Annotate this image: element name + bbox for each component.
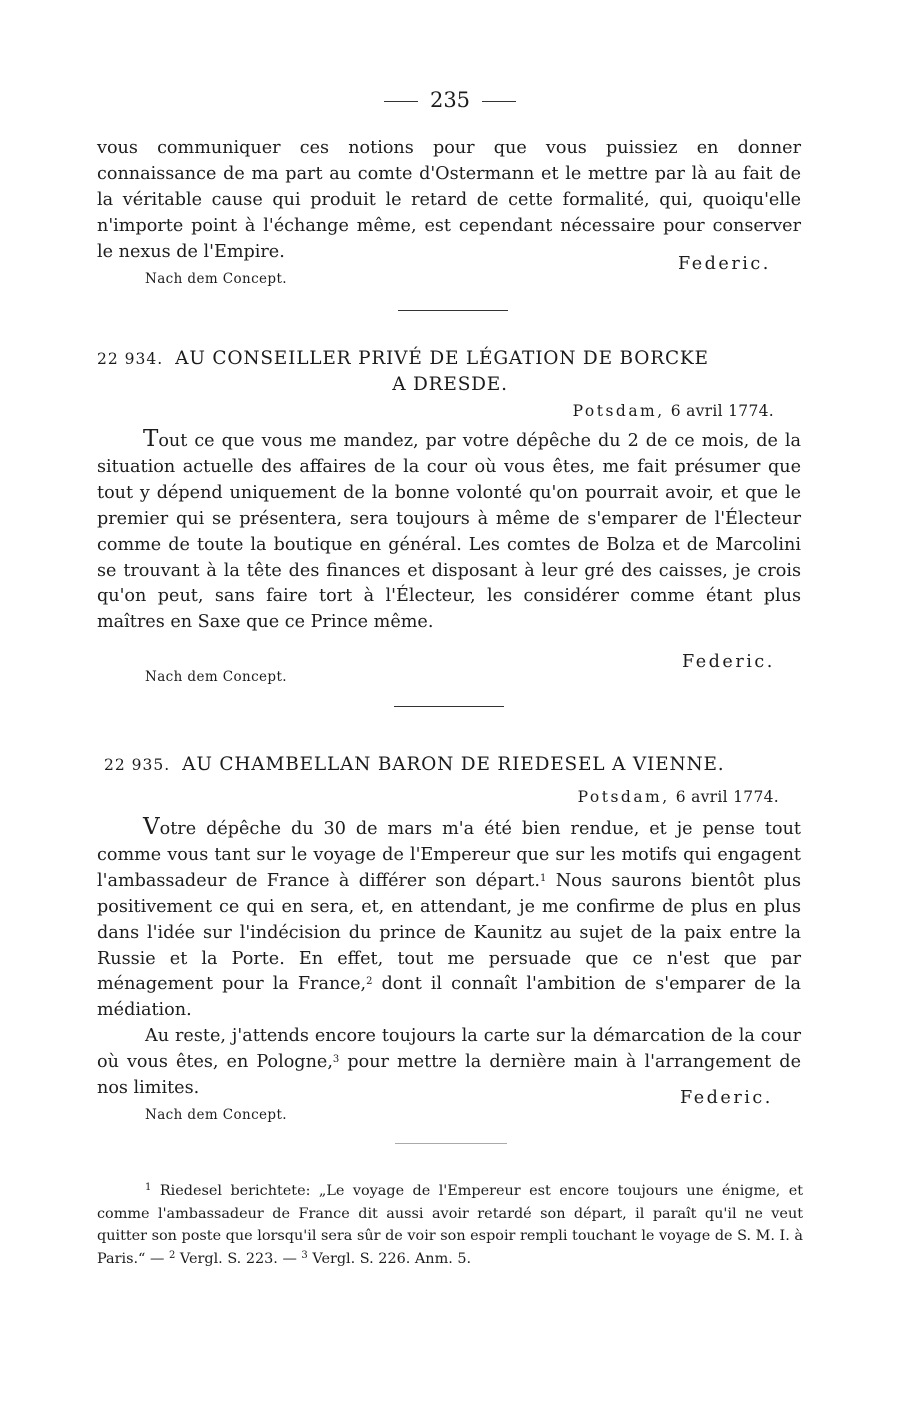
letter-body-text: Nous saurons bientôt plus positivement ce qui en sera, et, en attendant, je me confirme de plus en plus dans l'idée sur l'indécision du prince de Kaunitz au sujet de la paix entre la Russie et la Porte. En effet, tout me persuade que ce n'est que par ménagement pour la France, (97, 870, 801, 995)
letter-initial: T (143, 426, 159, 452)
letter-heading (97, 348, 709, 369)
letter-place-date (578, 788, 779, 806)
letter-body-text: Au reste, j'attends encore toujours la carte sur la démarcation de la cour où vous êtes, en Pologne, (97, 1026, 801, 1073)
letter-date: 6 avril 1774. (670, 402, 774, 420)
letter-body-paragraph (97, 815, 801, 1024)
section-divider (394, 706, 504, 707)
footnote-marker: 2 (168, 1250, 176, 1262)
letter-body-text: otre dépêche du 30 de mars m'a été bien rendue, et je pense tout comme vous tant sur le voyage de l'Empereur que sur les motifs qui engagent l'ambassadeur de France à différer son départ. (97, 819, 801, 891)
footnote-ref[interactable]: 3 (332, 1054, 340, 1066)
letter-source-note: Nach dem Concept. (145, 669, 287, 685)
letter-place: Potsdam, (577, 788, 670, 806)
letter-number: 22 935. (104, 756, 171, 774)
carryover-letter (97, 136, 801, 266)
letter-heading (104, 754, 724, 775)
header-dash-left (384, 101, 418, 102)
section-divider (398, 310, 508, 311)
letter-signature: Federic. (682, 652, 775, 672)
letter-body-text: pour mettre la dernière main à l'arrangement de nos limites. (97, 1052, 801, 1099)
footnote-marker: 1 (145, 1182, 152, 1193)
footnotes (97, 1180, 803, 1271)
letter-body-paragraph (97, 427, 801, 636)
footnote-text: Riedesel berichtete: „Le voyage de l'Empereur est encore toujours une énigme, et comme l'ambassadeur de France dit aussi avoir retardé son départ, il paraît qu'il ne veut quitter son poste que lorsqu'il sera sûr de voir son espoir rempli touchant le voyage de S. M. I. à Paris.“ — (97, 1183, 803, 1268)
letter-body-text: out ce que vous me mandez, par votre dépêche du 2 de ce mois, de la situation actuelle des affaires de la cour où vous êtes, me fait présumer que tout y dépend uniquement de la bonne volonté qu'on pourrait avoir, et que le premier qui se présentera, sera toujours à même de s'emparer de l'Électeur comme de toute la boutique en général. Les comtes de Bolza et de Marcolini se trouvant à la tête des finances et disposant à leur gré des caisses, je crois qu'on peut, sans faire tort à l'Électeur, les considérer comme étant plus maîtres en Saxe que ce Prince même. (97, 431, 801, 633)
letter-body-text: dont il connaît l'ambition de s'emparer de la médiation. (97, 974, 801, 1021)
letter-place-date (573, 402, 774, 420)
footnote-ref[interactable]: 1 (539, 872, 547, 884)
letter-recipient: AU CONSEILLER PRIVÉ DE LÉGATION DE BORCKE (175, 348, 709, 369)
carryover-source-note: Nach dem Concept. (145, 271, 287, 287)
header-dash-right (482, 101, 516, 102)
letter-signature: Federic. (680, 1088, 773, 1108)
letter-initial: V (143, 814, 160, 840)
footnote-marker: 3 (301, 1250, 308, 1262)
footnote-text: Vergl. S. 226. Anm. 5. (307, 1251, 472, 1268)
page-number: 235 (429, 88, 471, 112)
letter-body (97, 815, 801, 1102)
letter-number: 22 934. (97, 350, 164, 368)
letter-body (97, 427, 801, 636)
letter-source-note: Nach dem Concept. (145, 1107, 287, 1123)
letter-recipient: AU CHAMBELLAN BARON DE RIEDESEL A VIENNE. (182, 754, 725, 775)
letter-place: Potsdam, (572, 402, 665, 420)
letter-recipient-line2: A DRESDE. (392, 374, 508, 395)
carryover-text: vous communiquer ces notions pour que vous puissiez en donner connaissance de ma part au comte d'Ostermann et le mettre par là au fait de la véritable cause qui produit le retard de cette formalité, qui, quoiqu'elle n'importe point à l'échange même, est cependant nécessaire pour conserver le nexus de l'Empire. (97, 138, 801, 262)
footnote-separator (395, 1143, 507, 1144)
carryover-signature: Federic. (678, 254, 771, 274)
page-header (0, 88, 900, 112)
footnote-ref[interactable]: 2 (366, 976, 373, 988)
footnote-text: Vergl. S. 223. — (175, 1251, 302, 1268)
letter-date: 6 avril 1774. (675, 788, 779, 806)
